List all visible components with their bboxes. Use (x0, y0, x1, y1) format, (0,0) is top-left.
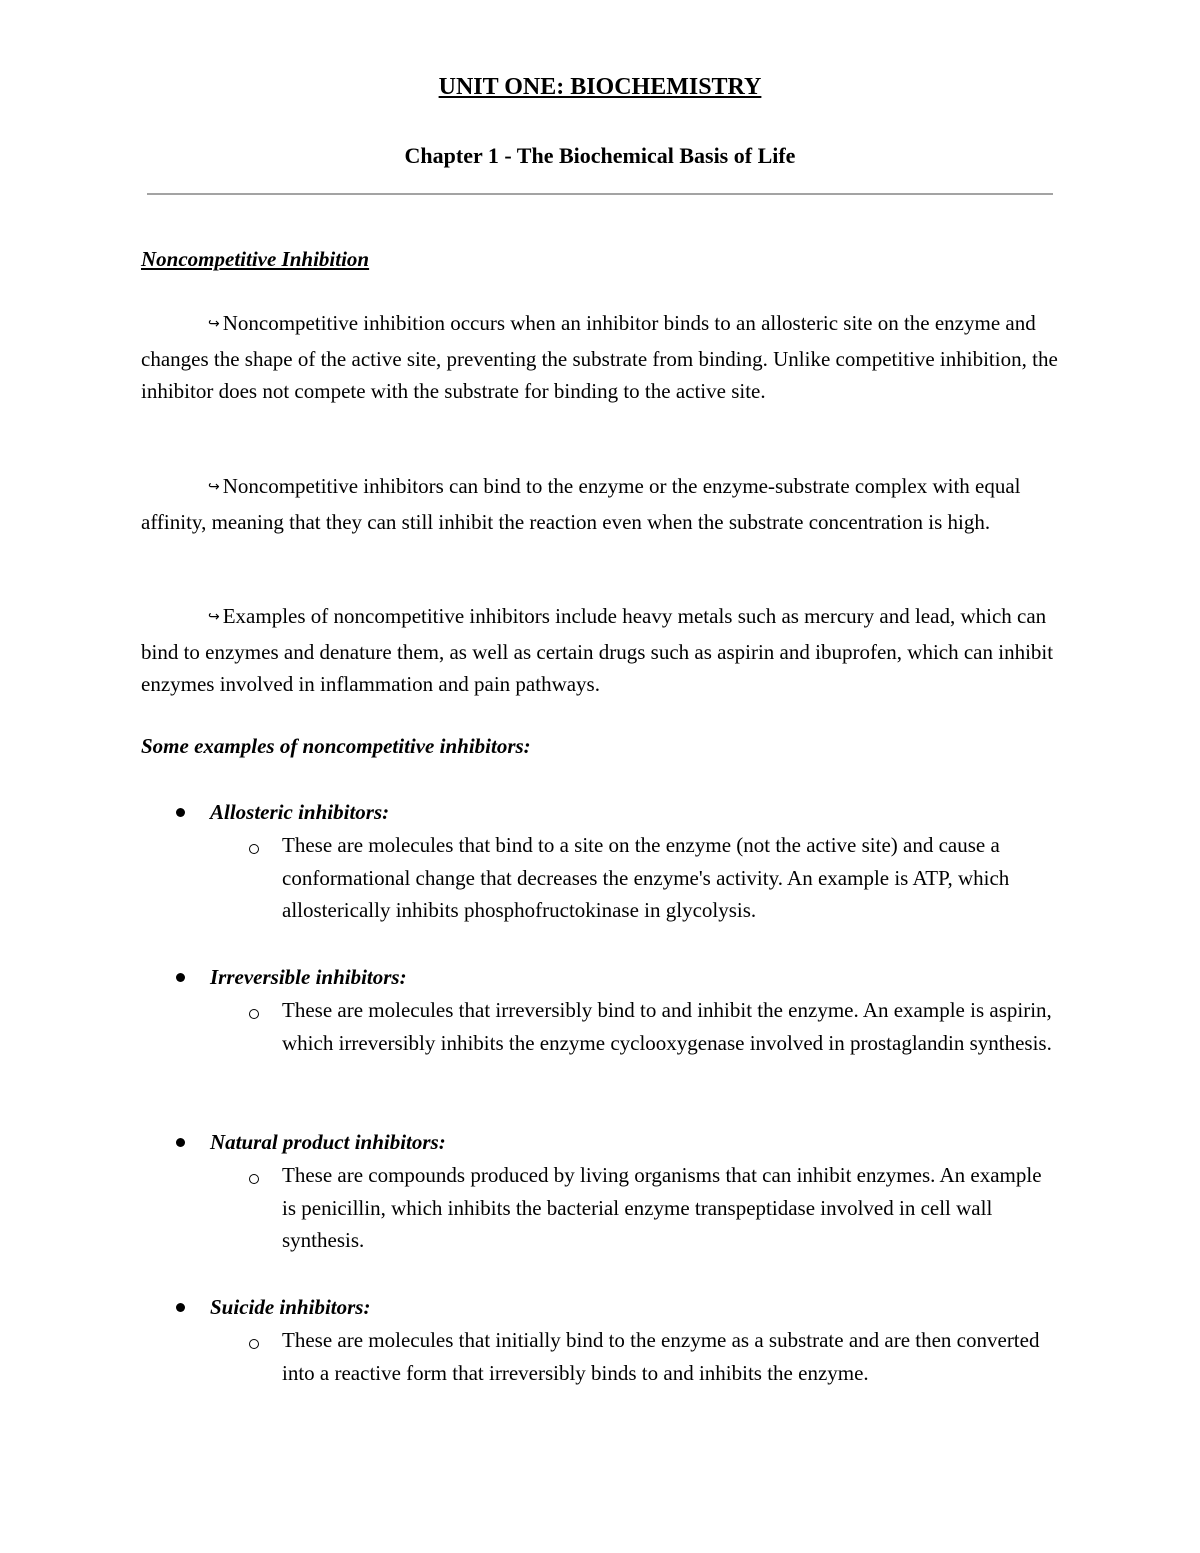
horizontal-divider (147, 193, 1053, 195)
paragraph (141, 600, 1059, 701)
bullet-icon (176, 1303, 185, 1312)
unit-title: UNIT ONE: BIOCHEMISTRY (438, 74, 762, 100)
list-item-description: These are molecules that initially bind to the enzyme as a substrate and are then converted into a reactive form that irreversibly binds to and inhibits the enzyme. (282, 1328, 1040, 1385)
paragraph-text: Examples of noncompetitive inhibitors include heavy metals such as mercury and lead, which can bind to enzymes and denature them, as well as certain drugs such as aspirin and ibuprofen, which can inhibit enzymes involved in inflammation and pain pathways. (141, 604, 1054, 697)
section-heading: Noncompetitive Inhibition (141, 247, 370, 271)
sub-bullet-icon (249, 1009, 259, 1019)
arrow-icon: ↪ (208, 316, 220, 332)
sub-bullet-icon (249, 1174, 259, 1184)
arrow-icon: ↪ (208, 609, 220, 625)
sub-bullet-icon (249, 1339, 259, 1349)
bullet-icon (176, 1138, 185, 1147)
examples-heading: Some examples of noncompetitive inhibitors: (141, 734, 531, 758)
paragraph-text: Noncompetitive inhibitors can bind to the enzyme or the enzyme-substrate complex with equal affinity, meaning that they can still inhibit the reaction even when the substrate concentration is high. (141, 474, 1021, 534)
list-item-title: Irreversible inhibitors: (210, 965, 407, 989)
arrow-icon: ↪ (208, 479, 220, 495)
bullet-icon (176, 808, 185, 817)
chapter-title: Chapter 1 - The Biochemical Basis of Life (404, 143, 796, 168)
list-item-description: These are compounds produced by living organisms that can inhibit enzymes. An example is penicillin, which inhibits the bacterial enzyme transpeptidase involved in cell wall synthesis. (282, 1163, 1042, 1253)
paragraph-text: Noncompetitive inhibition occurs when an inhibitor binds to an allosteric site on the enzyme and changes the shape of the active site, preventing the substrate from binding. Unlike competitive inhibition, the inhibitor does not compete with the substrate for binding to the active site. (141, 311, 1058, 404)
list-item-title: Suicide inhibitors: (210, 1295, 371, 1319)
list-item-description: These are molecules that irreversibly bind to and inhibit the enzyme. An example is aspirin, which irreversibly inhibits the enzyme cyclooxygenase involved in prostaglandin synthesis. (282, 998, 1052, 1055)
paragraph (141, 307, 1059, 408)
list-item-description: These are molecules that bind to a site on the enzyme (not the active site) and cause a conformational change that decreases the enzyme's activity. An example is ATP, which allosterically inhibits phosphofructokinase in glycolysis. (282, 833, 1010, 923)
list-item-title: Allosteric inhibitors: (210, 800, 390, 824)
paragraph (141, 470, 1059, 538)
bullet-icon (176, 973, 185, 982)
list-item-title: Natural product inhibitors: (210, 1130, 446, 1154)
sub-bullet-icon (249, 844, 259, 854)
